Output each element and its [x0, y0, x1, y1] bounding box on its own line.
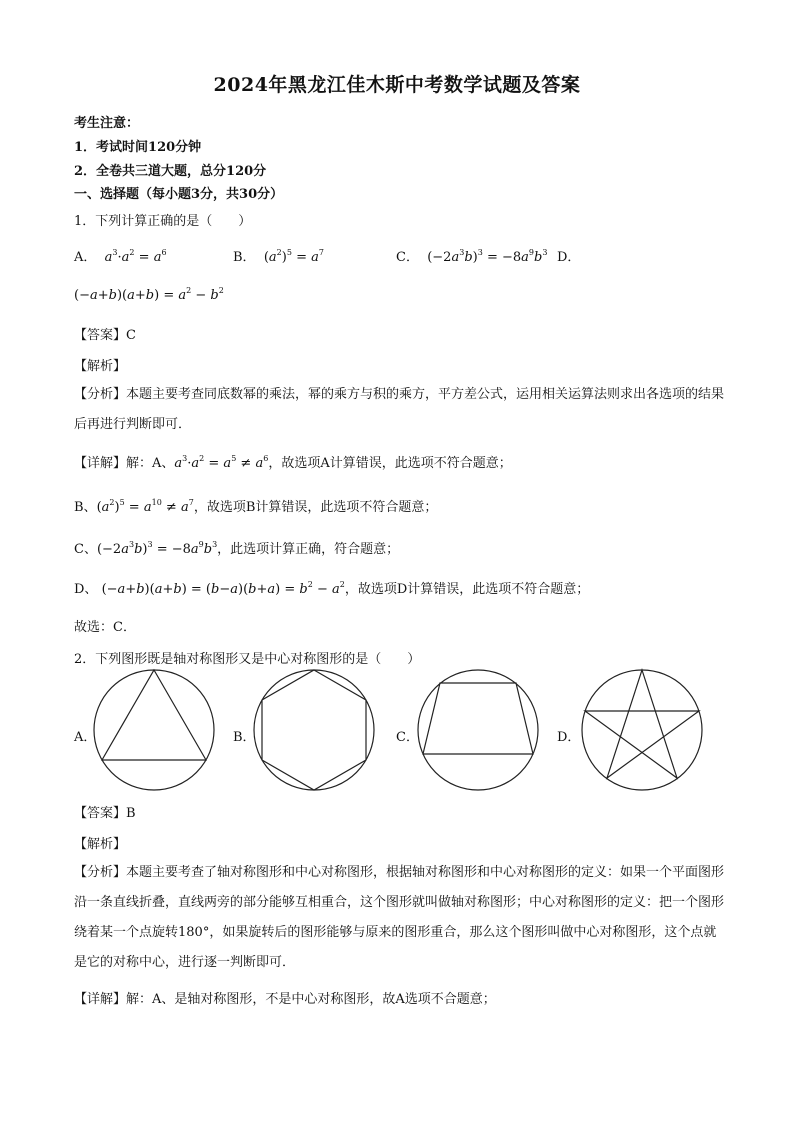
q1-detail-b: B、$(a^2)^5 = a^{10} \ne a^7$，故选项B计算错误，此选项不符合题意；: [74, 498, 438, 515]
q2-label-d: D．: [557, 730, 581, 745]
q1-option-d: $(-a+b)(a+b) = a^2 - b^2$: [74, 286, 224, 303]
q2-answer: 【答案】B: [74, 806, 136, 821]
q2-analysis-tag: 【解析】: [74, 837, 127, 852]
q1-answer: 【答案】C: [74, 328, 136, 343]
q2-stem: 2．下列图形既是轴对称图形又是中心对称图形的是（ ）: [74, 652, 421, 667]
q1-choose: 故选：C．: [74, 620, 136, 635]
q1-analysis-tag: 【解析】: [74, 359, 127, 374]
q2-figure-b-hexagon: [252, 668, 376, 792]
q2-figure-a-triangle: [92, 668, 216, 792]
section-heading: 一、选择题（每小题3分，共30分）: [74, 187, 284, 202]
q1-option-d-label: D．: [557, 250, 581, 265]
q2-label-b: B．: [233, 730, 256, 745]
q1-stem: 1．下列计算正确的是（ ）: [74, 214, 252, 229]
q1-detail-c: C、$(-2a^3b)^3 = -8a^9b^3$，此选项计算正确，符合题意；: [74, 540, 400, 557]
q1-option-b: B． $(a^2)^5 = a^7$: [233, 248, 324, 265]
q2-analysis: 【分析】本题主要考查了轴对称图形和中心对称图形，根据轴对称图形和中心对称图形的定义：如果一个平面图形沿一条直线折叠，直线两旁的部分能够互相重合，这个图形就叫做轴对称图形；中心对称图形的定义：把一个图形绕着某一个点旋转180°，如果旋转后的图形能够与原来的图形重合，那么这个图形叫做中心对称图形，这个点就是它的对称中心，进行逐一判断即可．: [74, 865, 725, 970]
q2-detail: 【详解】解：A、是轴对称图形，不是中心对称图形，故A选项不合题意；: [74, 992, 496, 1007]
q1-detail-d: D、 $(-a+b)(a+b) = (b-a)(b+a) = b^2 - a^2$，故选项D计算错误，此选项不符合题意；: [74, 580, 590, 597]
notice-item-1: 1．考试时间120分钟: [74, 140, 202, 155]
q1-option-a: A． $a^3\cdot a^2 = a^6$: [74, 248, 167, 265]
q2-figure-c-trapezoid: [416, 668, 540, 792]
q2-label-c: C．: [396, 730, 419, 745]
q2-label-a: A．: [74, 730, 97, 745]
q1-analysis: 【分析】本题主要考查同底数幂的乘法，幂的乘方与积的乘方，平方差公式，运用相关运算法则求出各选项的结果后再进行判断即可．: [74, 387, 725, 432]
q1-option-c: C． $(-2a^3b)^3 = -8a^9b^3$: [396, 248, 548, 265]
q1-detail-a: 【详解】解：A、$a^3\cdot a^2 = a^5 \ne a^6$，故选项A计算错误，此选项不符合题意；: [74, 454, 512, 471]
page-title: 2024年黑龙江佳木斯中考数学试题及答案: [213, 74, 581, 96]
q2-figure-d-star: [580, 668, 704, 792]
notice-item-2: 2．全卷共三道大题，总分120分: [74, 164, 267, 179]
notice-heading: 考生注意：: [74, 116, 140, 131]
